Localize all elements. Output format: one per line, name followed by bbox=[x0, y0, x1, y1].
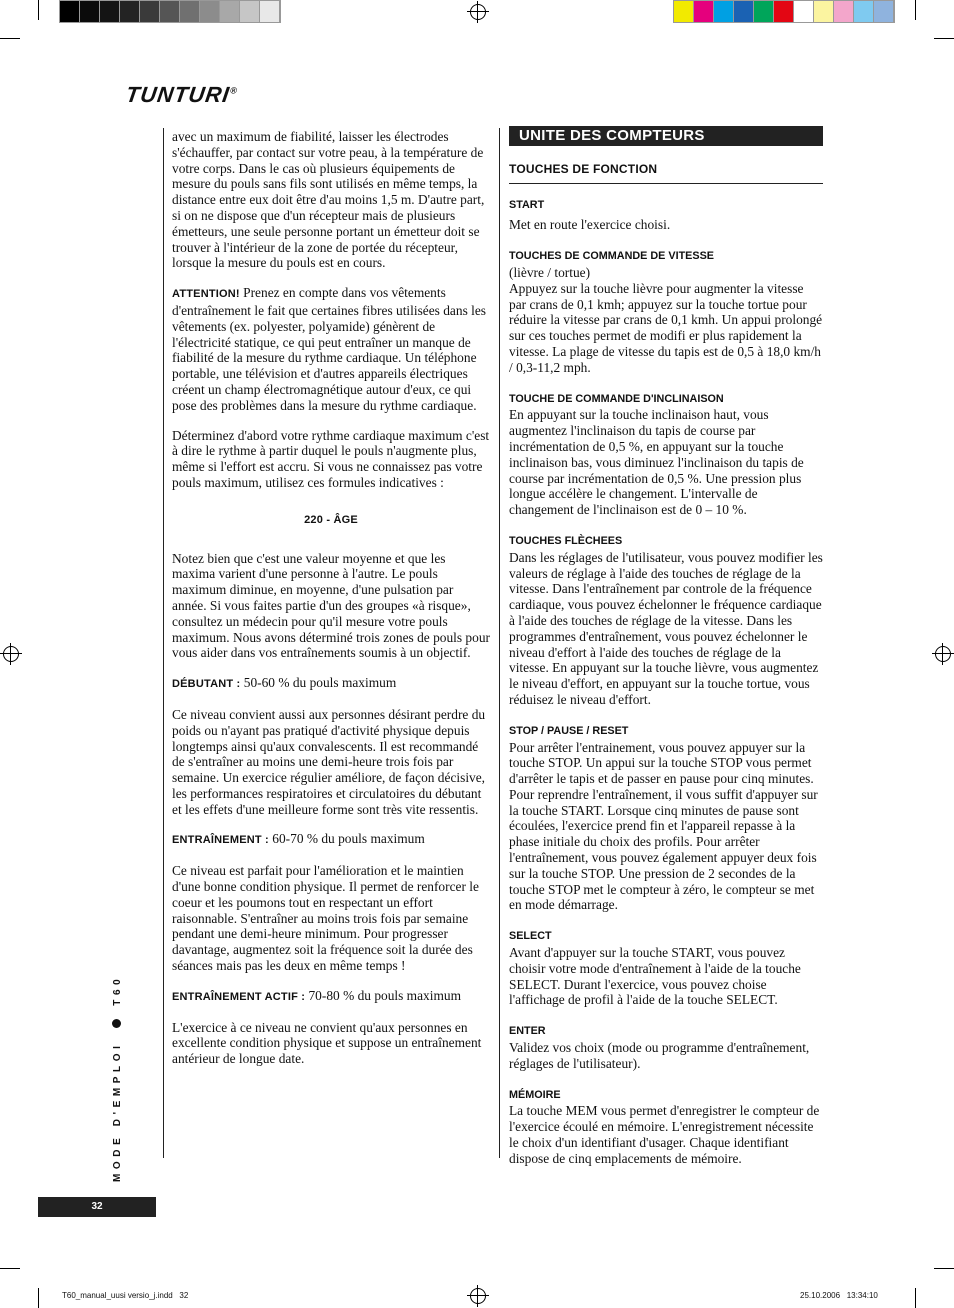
function-keys-list bbox=[509, 198, 823, 1167]
color-swatch bbox=[734, 1, 754, 22]
paragraph: Ce niveau convient aussi aux personnes désirant perdre du poids ou n'ayant pas pratiqué d'activité physique depuis longtemps ainsi qu'aux convalescents. Il est recommandé de s'entraîner au moins une demi-heure trois fois par semaine. Un exercice régulier améliore, de façon décisive, les performances respiratoires et circulatoires du débutant et les effets d'une meilleure forme sont très vite ressentis. bbox=[172, 706, 486, 817]
function-key-heading: ENTER bbox=[509, 1025, 546, 1038]
bullet-icon bbox=[112, 1019, 121, 1028]
color-swatch bbox=[714, 1, 734, 22]
color-swatch bbox=[100, 1, 120, 22]
function-key-heading: TOUCHES FLÈCHEES bbox=[509, 534, 623, 547]
color-swatch bbox=[220, 1, 240, 22]
color-swatch bbox=[814, 1, 834, 22]
crop-mark bbox=[38, 0, 39, 20]
function-key-heading: STOP / PAUSE / RESET bbox=[509, 724, 629, 737]
function-key-text: (lièvre / tortue) Appuyez sur la touche lièvre pour augmenter la vitesse par crans de 0,1 kmh; appuyez sur la touche tortue pour réduire la vitesse par crans de 0,1 kmh. Un appui prolongé sur ces touches permet de modifi er plus rapidement la vitesse. La plage de vitesse du tapis est de 0,5 à 18,0 km/h / 0,3-11,2 mph. bbox=[509, 264, 823, 375]
debutant-label: DÉBUTANT : bbox=[172, 678, 241, 691]
color-swatch bbox=[80, 1, 100, 22]
attention-paragraph bbox=[172, 285, 490, 413]
column-divider-middle bbox=[499, 128, 500, 1158]
registration-mark-bottom-icon bbox=[470, 1288, 486, 1304]
function-key-heading: TOUCHES DE COMMANDE DE VITESSE bbox=[509, 250, 714, 263]
logo-text: TUNTURI bbox=[124, 82, 232, 107]
color-swatch bbox=[834, 1, 854, 22]
function-key-heading: SELECT bbox=[509, 930, 552, 943]
paragraph: avec un maximum de fiabilité, laisser les électrodes s'échauffer, par contact sur votre peau, à la température de votre corps. Dans le cas où plusieurs équipements de mesure du pouls sans fils sont utilisés en même temps, la distance entre eux doit être d'au moins 1,5 m. D'autre part, si on ne dispose que d'un récepteur mais de plusieurs émetteurs, une seule personne portant un émetteur doit se trouver à l'intérieur de la zone de portée du récepteur, lorsque la mesure du pouls est en cours. bbox=[172, 129, 485, 271]
crop-mark bbox=[0, 1268, 20, 1269]
crop-mark bbox=[934, 38, 954, 39]
entrainement-label: ENTRAÎNEMENT : bbox=[172, 834, 269, 847]
footer-file: T60_manual_uusi versio_j.indd 32 bbox=[62, 1291, 189, 1300]
side-label bbox=[112, 974, 123, 1182]
color-swatch bbox=[60, 1, 80, 22]
color-swatch bbox=[754, 1, 774, 22]
function-key-item bbox=[509, 534, 823, 708]
attention-text: Prenez en compte dans vos vêtements d'entraînement le fait que certaines fibres utilisées dans les vêtements (ex. polyester, polyamide) génèrent de l'électricité statique, ce qui peut entraîner un manque de fiabilité de la mesure du rythme cardiaque. Un téléphone portable, une télévision et d'autres appareils électriques créent un champ électromagnétique autour d'eux, ce qui pose des problèmes dans la mesure du rythme cardiaque. bbox=[172, 285, 486, 413]
registration-mark-left-icon bbox=[3, 646, 19, 662]
entrainement-line bbox=[172, 831, 490, 849]
side-model: T60 bbox=[112, 974, 123, 1006]
function-key-item bbox=[509, 249, 823, 375]
function-key-heading: TOUCHE DE COMMANDE D'INCLINAISON bbox=[509, 392, 724, 405]
actif-line bbox=[172, 988, 490, 1006]
function-key-text: La touche MEM vous permet d'enregistrer le compteur de l'exercice écoulé en mémoire. L'enregistrement nécessite le choix d'un identifiant d'usager. Chaque identifiant dispose de cinq emplacements de mémoire. bbox=[509, 1103, 820, 1166]
brand-logo bbox=[124, 82, 239, 108]
color-swatch bbox=[260, 1, 280, 22]
color-swatch bbox=[854, 1, 874, 22]
footer-date: 25.10.2006 13:34:10 bbox=[800, 1291, 878, 1300]
color-swatch bbox=[694, 1, 714, 22]
actif-text: 70-80 % du pouls maximum bbox=[305, 987, 461, 1003]
color-swatch bbox=[140, 1, 160, 22]
function-key-text: Dans les réglages de l'utilisateur, vous pouvez modifier les valeurs de réglage à l'aide des touches de réglage de la vitesse. Dans l'entraînement par controle de la fréquence cardiaque, vous pouvez échelonner le fréquence cardiaque à l'aide des touches de réglage de la vitesse. Dans les programmes d'entraînement, vous pouvez échelonner le niveau d'effort à l'aide des touches de réglage de la vitesse. En appuyant sur la touche lièvre, vous augmentez le niveau d'effort, en appuyant sur la touche tortue, vous réduisez le niveau d'effort. bbox=[509, 549, 823, 707]
section-title: UNITE DES COMPTEURS bbox=[509, 126, 823, 146]
crop-mark bbox=[38, 1288, 39, 1308]
column-divider-left bbox=[163, 128, 164, 1158]
color-swatch bbox=[180, 1, 200, 22]
left-column bbox=[172, 129, 490, 1081]
color-swatch bbox=[674, 1, 694, 22]
function-key-heading: START bbox=[509, 198, 545, 211]
debutant-text: 50-60 % du pouls maximum bbox=[240, 675, 397, 691]
function-key-item bbox=[509, 392, 823, 518]
function-key-text: Pour arrêter l'entrainement, vous pouvez appuyer sur la touche STOP. Un appui sur la touche STOP vous permet d'arrêter le tapis et de passer en pause pour cinq minutes. Pour reprendre l'entraînement, il vous suffit d'appuyer sur la touche START. Lorsque cinq minutes de pause sont écoulées, l'exercice prend fin et l'appareil repasse à la phase initiale du choix des profils. Pour arrêter l'entraînement, vous pouvez également appuyer deux fois sur la touche STOP. Une pression de 2 secondes de la touche STOP met le compteur à zéro, le compteur se met en mode démarrage. bbox=[509, 739, 818, 913]
entrainement-text: 60-70 % du pouls maximum bbox=[268, 831, 425, 847]
side-label-text: MODE D'EMPLOI bbox=[112, 1041, 123, 1182]
function-key-item bbox=[509, 198, 823, 234]
color-swatch bbox=[240, 1, 260, 22]
paragraph: Notez bien que c'est une valeur moyenne et que les maxima varient d'une personne à l'autre. Le pouls maximum diminue, en moyenne, d'une pulsation par année. Si vous faites partie d'un des groupes «à risque», consultez un médecin pour qu'il mesure votre pouls maximum. Nous avons déterminé trois zones de pouls pour vous aider dans vos entraînements soumis à un objectif. bbox=[172, 550, 490, 661]
color-swatch bbox=[774, 1, 794, 22]
function-key-heading: MÉMOIRE bbox=[509, 1088, 561, 1101]
actif-label: ENTRAÎNEMENT ACTIF : bbox=[172, 990, 306, 1003]
paragraph: L'exercice à ce niveau ne convient qu'aux personnes en excellente condition physique et suppose un entraînement antérieur de longue date. bbox=[172, 1019, 482, 1067]
function-key-text: Avant d'appuyer sur la touche START, vous pouvez choisir votre mode d'entraînement à l'aide de la touche SELECT. Durant l'exercice, vous pouvez choise l'affichage de profil à l'aide de la touche SELECT. bbox=[509, 945, 801, 1008]
registered-mark: ® bbox=[229, 85, 239, 96]
debutant-line bbox=[172, 675, 490, 693]
paragraph: Déterminez d'abord votre rythme cardiaque maximum c'est à dire le rythme à partir duquel le pouls n'augmente plus, même si l'effort est accru. Si vous ne connaissez pas votre pouls maximum, utilisez ces formules indicatives : bbox=[172, 427, 490, 490]
function-key-text: Met en route l'exercice choisi. bbox=[509, 217, 671, 233]
crop-mark bbox=[915, 0, 916, 20]
attention-label: ATTENTION! bbox=[172, 288, 240, 301]
crop-mark bbox=[915, 1288, 916, 1308]
color-swatch bbox=[160, 1, 180, 22]
color-swatch bbox=[794, 1, 814, 22]
color-swatch bbox=[200, 1, 220, 22]
grayscale-color-bar bbox=[59, 0, 281, 23]
color-swatch bbox=[874, 1, 894, 22]
crop-mark bbox=[934, 1268, 954, 1269]
function-key-item bbox=[509, 1024, 823, 1071]
paragraph: Ce niveau est parfait pour l'amélioration et le maintien d'une bonne condition physique. Il permet de renforcer le coeur et les poumons tout en respectant un effort raisonnable. S'entraîner au moins trois fois par semaine pendant une demi-heure minimum. Pour progresser davantage, augmentez soit la fréquence soit la durée des séances mais pas les deux en même temps ! bbox=[172, 863, 479, 974]
function-key-item bbox=[509, 724, 823, 914]
function-key-item bbox=[509, 929, 823, 1008]
process-color-bar bbox=[673, 0, 895, 23]
page-number-text: 32 bbox=[91, 1201, 103, 1212]
registration-mark-top-icon bbox=[470, 4, 486, 20]
function-key-text: En appuyant sur la touche inclinaison haut, vous augmentez l'inclinaison du tapis de course par incrémentation de 0,5 %, en appuyant sur la touche inclinaison bas, vous diminuez l'inclinaison du tapis de course par incrémentation de 0,5 %. Une pression plus longue accélère le changement. L'intervalle de changement de l'inclinaison est de 0 – 10 %. bbox=[509, 407, 804, 518]
registration-mark-right-icon bbox=[935, 646, 951, 662]
right-column bbox=[509, 126, 823, 1167]
function-key-text: Validez vos choix (mode ou programme d'entraînement, réglages de l'utilisateur). bbox=[509, 1040, 810, 1071]
subsection-title: TOUCHES DE FONCTION bbox=[509, 162, 823, 184]
formula: 220 - ÂGE bbox=[304, 513, 358, 526]
function-key-item bbox=[509, 1088, 823, 1167]
page-number bbox=[38, 1197, 156, 1217]
crop-mark bbox=[0, 38, 20, 39]
color-swatch bbox=[120, 1, 140, 22]
